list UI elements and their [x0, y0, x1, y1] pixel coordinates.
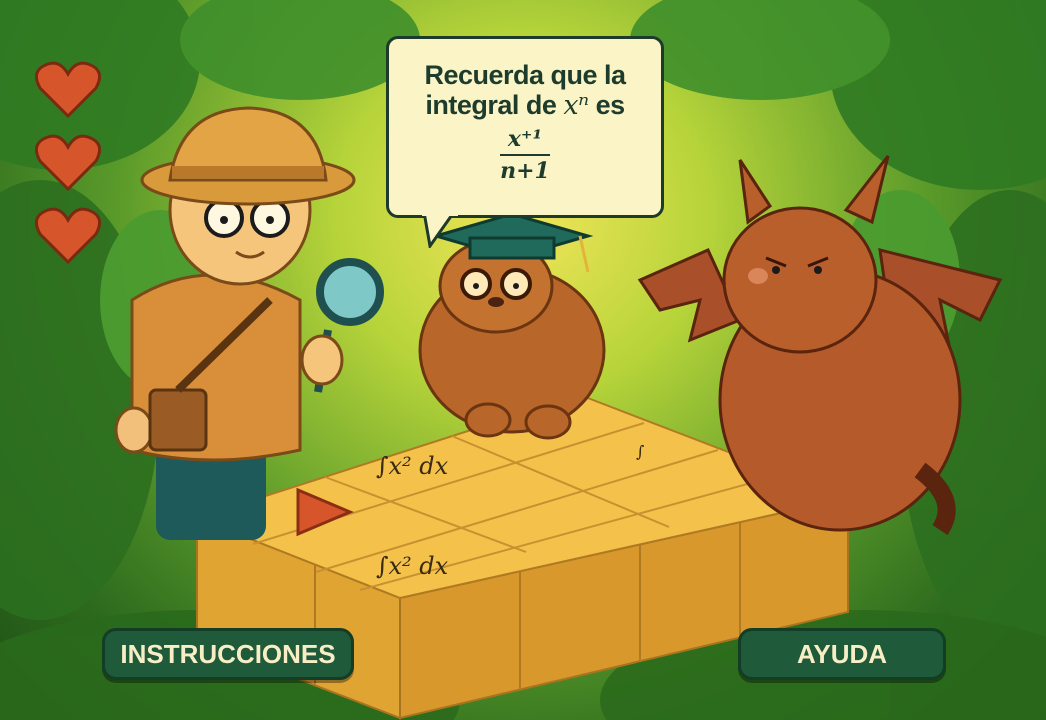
tile-integral-3[interactable]: ∫	[636, 442, 645, 461]
instructions-button[interactable]: INSTRUCCIONES	[102, 628, 354, 680]
life-heart-icon	[34, 60, 102, 120]
fraction-denominator: n+1	[500, 158, 550, 185]
hint-line-2-prefix: integral de	[425, 89, 564, 120]
hint-fraction	[500, 126, 550, 184]
tile-integral-2[interactable]: ∫x² dx	[376, 552, 449, 580]
hint-line-2	[389, 91, 661, 121]
tile-integral-1[interactable]: ∫x² dx	[376, 452, 449, 480]
help-button[interactable]: AYUDA	[738, 628, 946, 680]
hint-line-1: Recuerda que la	[424, 60, 626, 90]
hint-speech-bubble	[386, 36, 664, 218]
hint-line-2-suffix: es	[588, 89, 625, 120]
life-heart-icon	[34, 206, 102, 266]
hint-math-var: xⁿ	[563, 89, 589, 121]
fraction-numerator: x⁺¹	[500, 126, 550, 156]
speech-bubble-tail	[420, 212, 460, 248]
life-heart-icon	[34, 133, 102, 193]
